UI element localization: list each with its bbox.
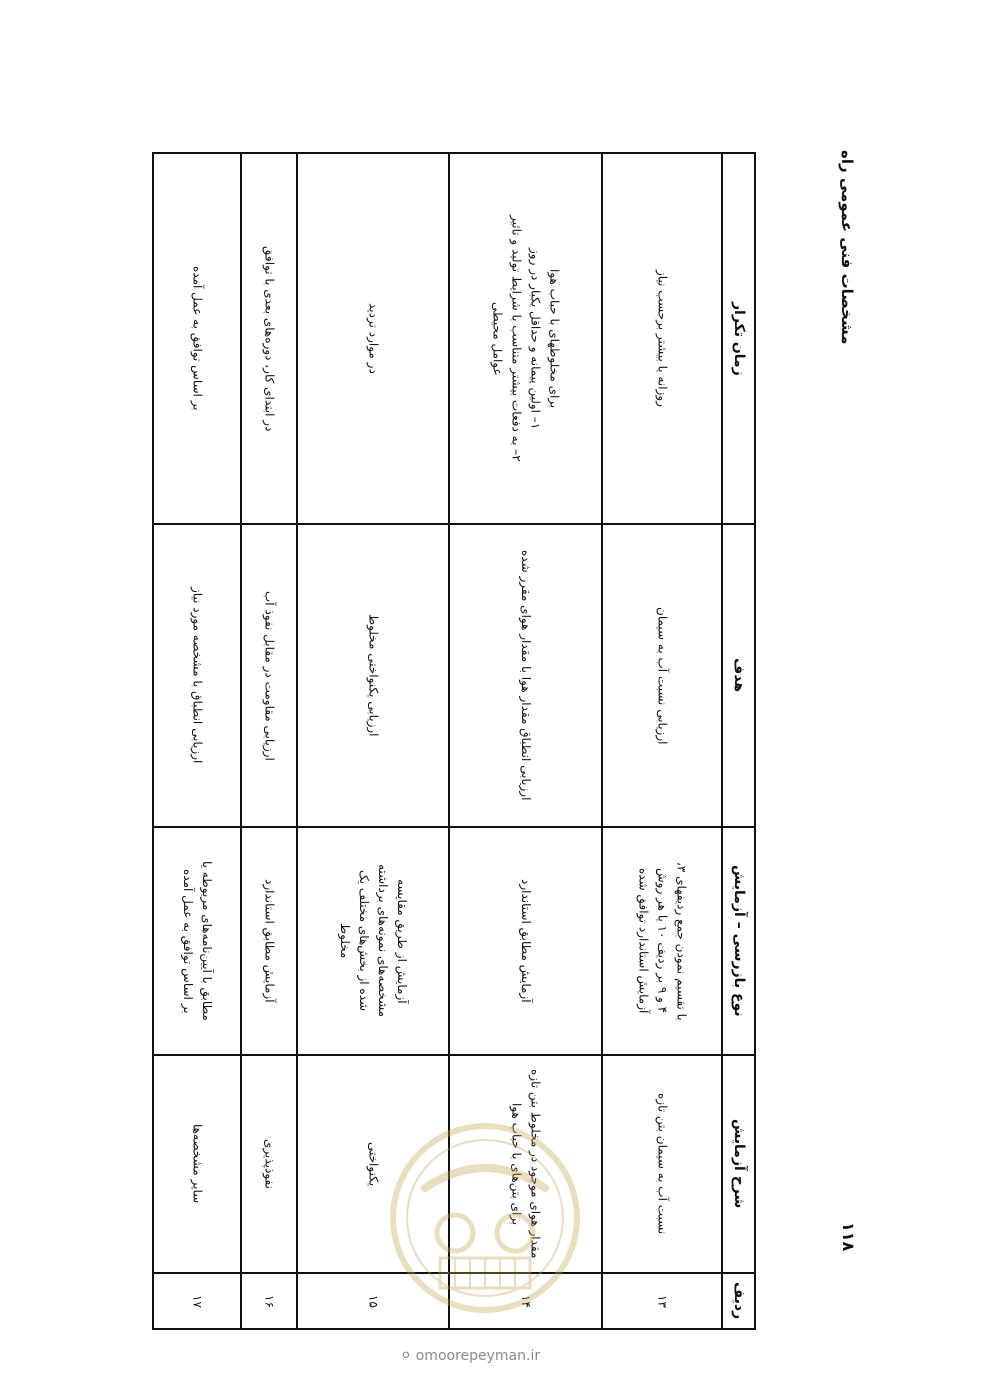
row-test-type [297, 827, 449, 1055]
row-number: ۱۴ [449, 1273, 601, 1329]
test-type-line: آزمایش استاندارد توافق شده [636, 868, 651, 1014]
globe-icon: ⚪ [400, 1348, 412, 1364]
row-frequency [449, 153, 601, 524]
header-goal: هدف [722, 524, 755, 827]
test-type-line: مخلوط [338, 923, 353, 959]
test-type-line: آزمایش از طریق مقایسه [395, 878, 410, 1004]
test-type-line: شده از بخش‌های مختلف یک [357, 870, 372, 1012]
header-test-type: نوع بازرسی – آزمایش [722, 827, 755, 1055]
table-header-row [722, 153, 755, 1329]
row-frequency: در ابتدای کار، دوره‌های بعدی با توافق [241, 153, 297, 524]
row-test-type [602, 827, 722, 1055]
test-type-line: ۴ و ۹ بر ردیف ۱۰ یا هر روش [655, 868, 670, 1014]
watermark-site [400, 1348, 590, 1366]
table-row [297, 153, 449, 1329]
test-type-line: مطابق با آیین‌نامه‌های مربوطه یا [200, 861, 215, 1021]
row-frequency: روزانه یا بیشتر برحسب نیاز [602, 153, 722, 524]
running-head-title: مشخصات فنی عمومی راه [838, 150, 856, 345]
specification-table-container [152, 152, 756, 1320]
frequency-line: ۱– اولین پیمانه و حداقل یکبار در روز [528, 247, 543, 430]
test-type-line: بر اساس توافق به عمل آمده [181, 868, 196, 1014]
row-test-type: آزمایش مطابق استاندارد [241, 827, 297, 1055]
header-frequency: زمان تکرار [722, 153, 755, 524]
row-goal: ارزیابی مقاومت در مقابل نفوذ آب [241, 524, 297, 827]
row-description: مقدار هوای موجود در مخلوط بتن تازه برای بتن‌های با حباب هوا [449, 1055, 601, 1273]
frequency-line: برای مخلوطهای با حباب هوا [547, 268, 562, 409]
row-description: نفوذپذیری [241, 1055, 297, 1273]
row-goal: ارزیابی نسبت آب به سیمان [602, 524, 722, 827]
row-test-type: آزمایش مطابق استاندارد [449, 827, 601, 1055]
table-row [241, 153, 297, 1329]
frequency-line: عوامل محیطی [490, 301, 505, 376]
row-description: نسبت آب به سیمان بتن تازه [602, 1055, 722, 1273]
row-description: سایر مشخصه‌ها [153, 1055, 241, 1273]
row-number: ۱۳ [602, 1273, 722, 1329]
row-goal: ارزیابی یکنواختی مخلوط [297, 524, 449, 827]
test-type-line: با تقسیم نمودن جمع ردیفهای ۳، [674, 861, 689, 1021]
row-frequency: در موارد تردید [297, 153, 449, 524]
table-row [602, 153, 722, 1329]
row-description: یکنواختی [297, 1055, 449, 1273]
test-type-line: مشخصه‌های نمونه‌های برداشته [376, 864, 391, 1018]
row-goal: ارزیابی انطباق مقدار هوا با مقدار هوای مقرر شده [449, 524, 601, 827]
watermark-site-text: omoorepeyman.ir [415, 1348, 541, 1364]
table-row [153, 153, 241, 1329]
row-goal: ارزیابی انطباق با مشخصه مورد نیاز [153, 524, 241, 827]
row-number: ۱۷ [153, 1273, 241, 1329]
row-frequency: بر اساس توافق به عمل آمده [153, 153, 241, 524]
specification-table [152, 152, 756, 1330]
header-description: شرح آزمایش [722, 1055, 755, 1273]
header-row-number: ردیف [722, 1273, 755, 1329]
frequency-line: ۲– به دفعات بیشتر متناسب با شرایط تولید و تاثیر [509, 215, 524, 462]
row-number: ۱۵ [297, 1273, 449, 1329]
row-number: ۱۶ [241, 1273, 297, 1329]
page-number: ۱۱۸ [839, 1222, 858, 1252]
table-row [449, 153, 601, 1329]
row-test-type [153, 827, 241, 1055]
